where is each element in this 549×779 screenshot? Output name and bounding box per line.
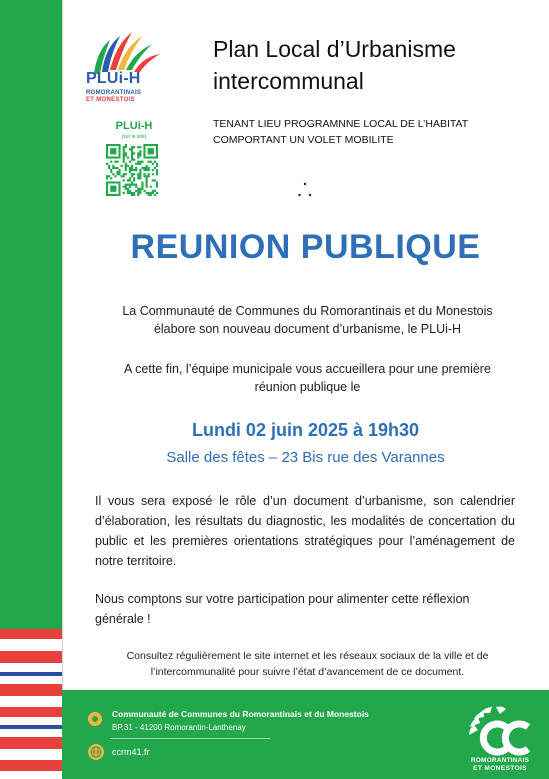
invite-line2: réunion publique le (254, 380, 361, 394)
event-place: Salle des fêtes – 23 Bis rue des Varannes (166, 449, 445, 466)
card-edge (62, 0, 63, 690)
call-line2: générale ! (95, 612, 151, 626)
cc-logo-line2: ET MONESTOIS (473, 765, 527, 772)
side-stripes (0, 629, 62, 779)
dots-icon (297, 180, 313, 200)
event-date: Lundi 02 juin 2025 à 19h30 (191, 420, 420, 440)
footer-org-name: Communauté de Communes du Romorantinais et du Monestois (112, 709, 369, 719)
qr-sublabel: (sur le site) (121, 134, 147, 140)
body-paragraph: Il vous sera exposé le rôle d’un document d’urbanisme, son calendrier d’élaboration, les résultats du diagnostic, les modalités de concertation du public et les premières orientations stratégiques pour l’aménagement de notre territoire. (95, 494, 515, 568)
intro-line1: La Communauté de Communes du Romorantinais et du Monestois (122, 304, 493, 318)
location-pin-icon (88, 712, 102, 726)
subtitle-line2: COMPORTANT UN VOLET MOBILITE (213, 134, 394, 146)
page-title (213, 33, 533, 97)
call-paragraph (95, 589, 515, 629)
subtitle-line1: TENANT LIEU PROGRAMNNE LOCAL DE L’HABITAT (213, 118, 469, 130)
footer-website-link[interactable]: ccrm41.fr (112, 747, 150, 757)
cc-logo-line1: ROMORANTINAIS (470, 757, 530, 764)
title-line2: intercommunal (213, 68, 364, 94)
qr-code-icon[interactable] (106, 144, 158, 196)
footer-divider (110, 738, 270, 739)
invite-paragraph (95, 360, 520, 396)
globe-icon (88, 744, 104, 760)
consult-paragraph (95, 648, 520, 680)
leaves-icon (88, 28, 178, 76)
intro-paragraph (95, 302, 520, 338)
qr-label: PLUi-H (115, 120, 153, 132)
intro-line2: élabore son nouveau document d’urbanisme, le PLUi-H (153, 322, 462, 336)
call-line1: Nous comptons sur votre participation pour alimenter cette réflexion (95, 592, 470, 606)
footer-address: BP.31 - 41200 Romorantin-Lanthenay (112, 723, 246, 732)
logo-line1: ROMORANTINAIS (86, 90, 142, 96)
consult-line2: l’intercommunalité pour suivre l’état d’avancement de ce document. (150, 666, 465, 678)
headline: REUNION PUBLIQUE (130, 228, 481, 266)
logo-line2: ET MONESTOIS (86, 97, 135, 103)
page-subtitle (213, 116, 516, 148)
consult-line1: Consultez régulièrement le site internet et les réseaux sociaux de la ville et de (126, 650, 489, 662)
title-line1: Plan Local d’Urbanisme (213, 36, 456, 62)
logo-brand: PLUi-H (86, 70, 141, 87)
invite-line1: A cette fin, l’équipe municipale vous accueillera pour une première (124, 362, 491, 376)
